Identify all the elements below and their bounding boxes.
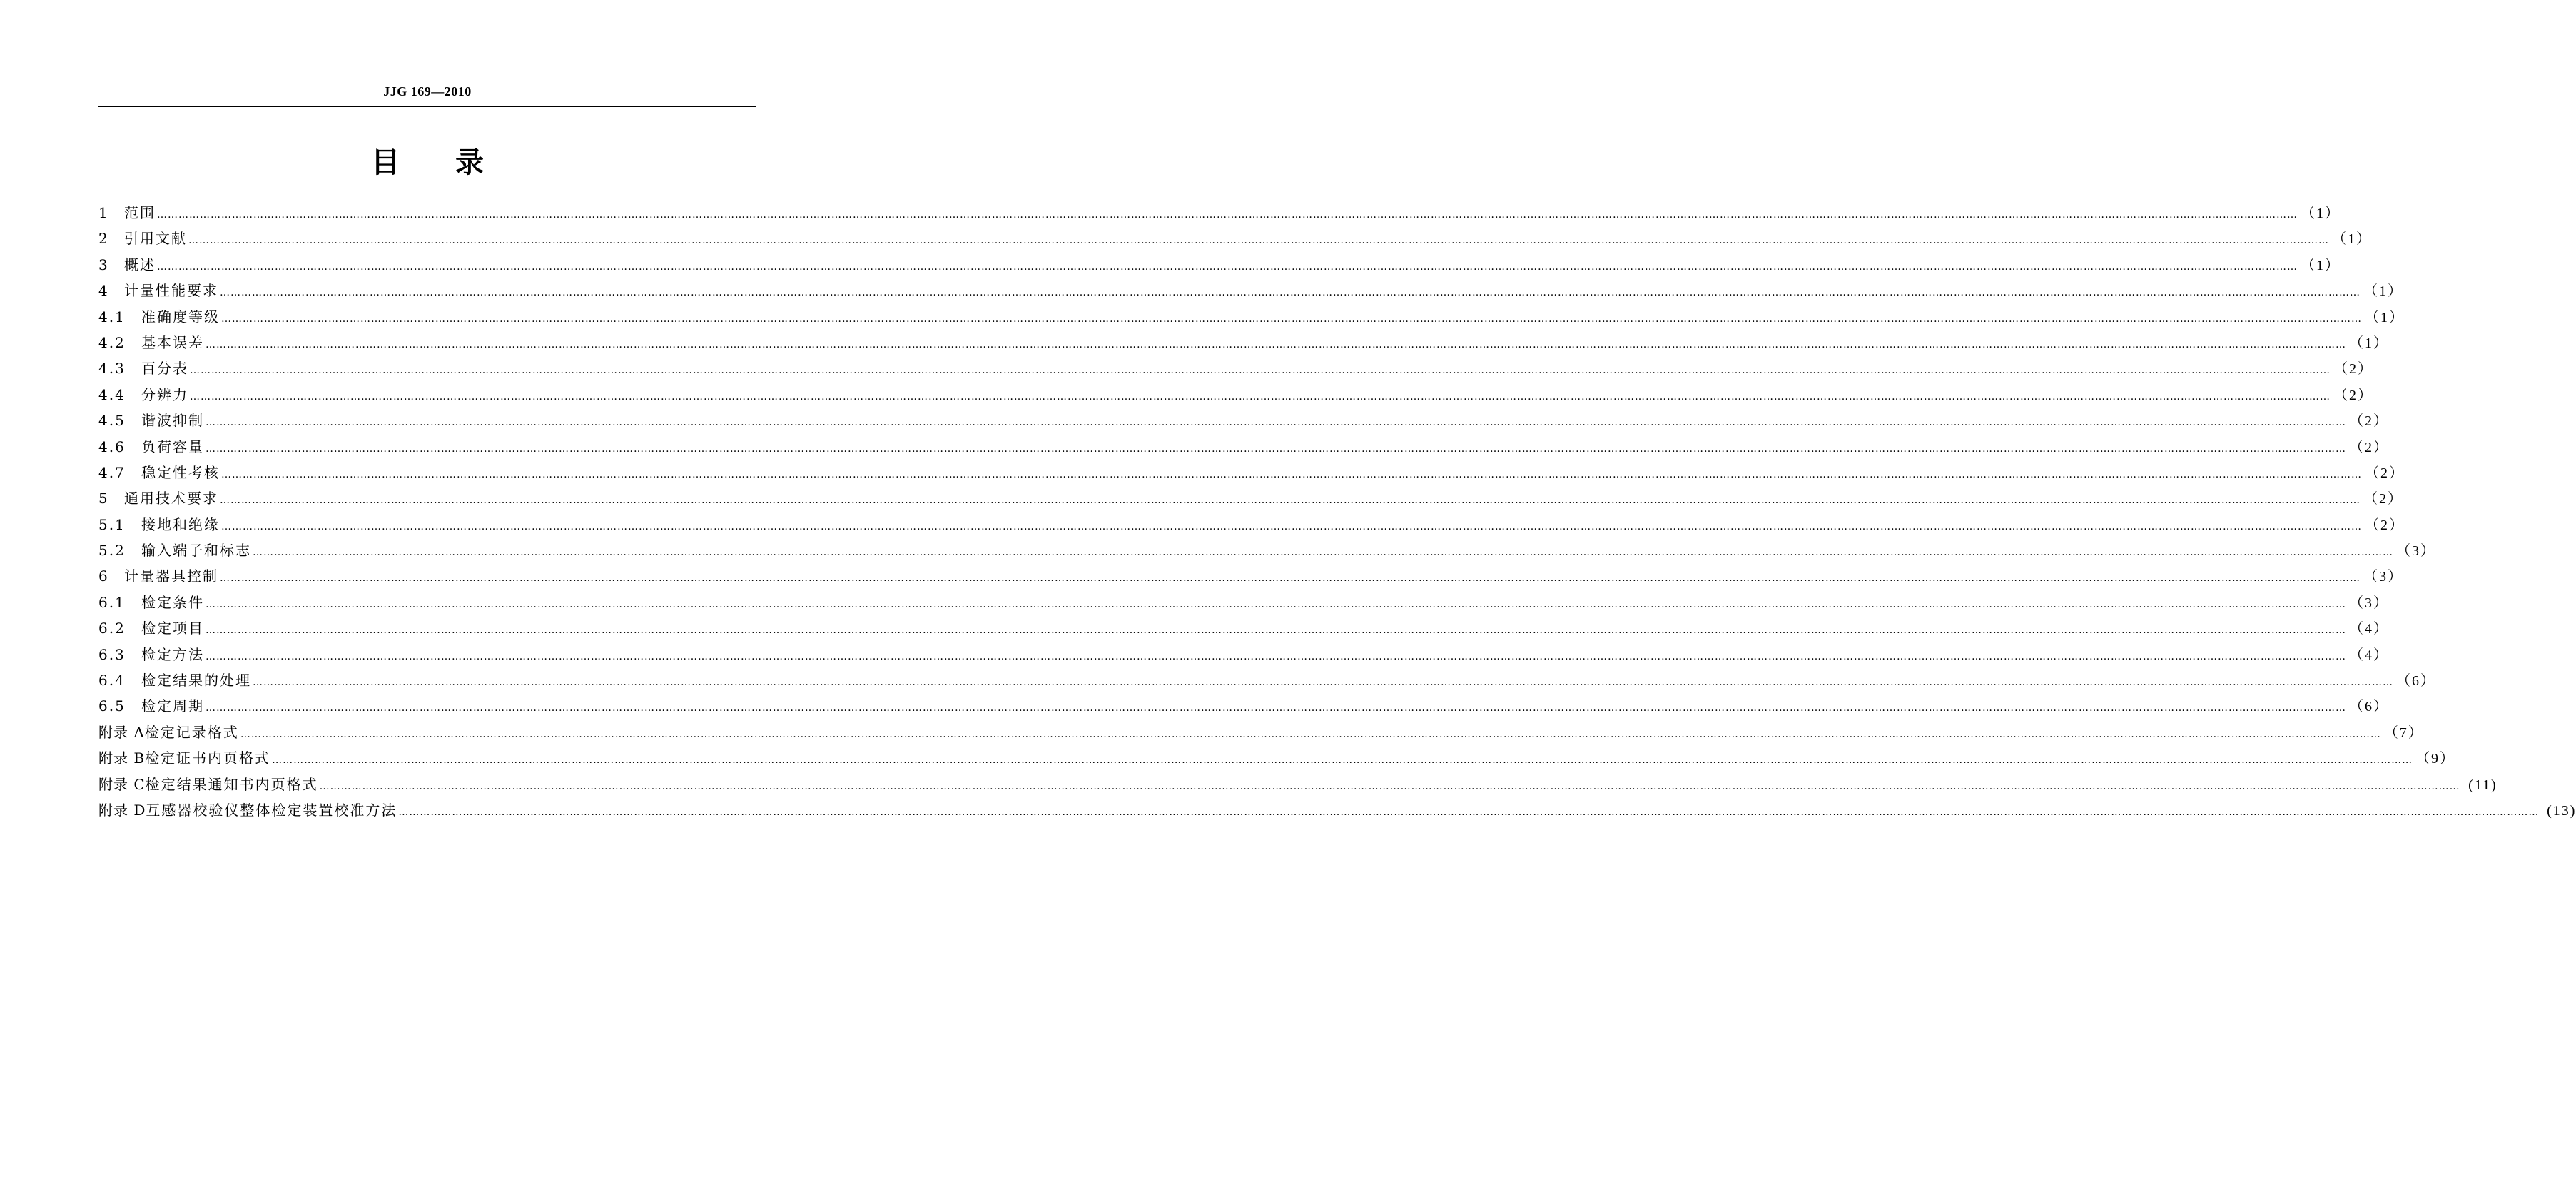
- toc-entry[interactable]: [98, 200, 2341, 226]
- toc-entry-title: 范围: [124, 204, 156, 221]
- toc-entry-page: (13): [2547, 802, 2576, 819]
- toc-entry[interactable]: [98, 797, 2576, 823]
- toc-entry-title: 检定记录格式: [144, 723, 239, 741]
- toc-entry-title: 检定证书内页格式: [145, 749, 271, 767]
- toc-entry-title: 引用文献: [124, 230, 187, 248]
- toc-entry-title: 检定方法: [141, 645, 204, 663]
- toc-entry[interactable]: [98, 642, 2389, 667]
- toc-entry[interactable]: [98, 226, 2372, 251]
- toc-dot-leader: ……………………………………………………………………………………………………………………………………………………………………………………………………………………………………………………………………………………………………………………………………………………………………………………………………………………………………………………………………………………………………………………………………………………: [221, 468, 2362, 480]
- toc-entry-number: 5.2: [98, 542, 126, 560]
- toc-entry[interactable]: [98, 745, 2456, 771]
- toc-entry-title: 计量器具控制: [124, 567, 218, 585]
- toc-entry[interactable]: [98, 355, 2373, 381]
- toc-entry-page: （6）: [2349, 699, 2389, 715]
- toc-entry-number: 1: [98, 204, 109, 221]
- toc-entry-number: 附录 B: [98, 749, 146, 767]
- toc-entry-page: （3）: [2349, 595, 2389, 611]
- toc-entry-page: （6）: [2396, 673, 2436, 690]
- toc-dot-leader: ……………………………………………………………………………………………………………………………………………………………………………………………………………………………………………………………………………………………………………………………………………………………………………………………………………………………………………………………………………………………………………………………………………………: [253, 547, 2393, 559]
- toc-dot-leader: ……………………………………………………………………………………………………………………………………………………………………………………………………………………………………………………………………………………………………………………………………………………………………………………………………………………………………………………………………………………………………………………………………………………: [272, 754, 2413, 767]
- toc-entry-page: （4）: [2349, 647, 2389, 663]
- toc-entry-title: 百分表: [141, 360, 188, 378]
- header-rule: [98, 106, 756, 107]
- toc-dot-leader: ……………………………………………………………………………………………………………………………………………………………………………………………………………………………………………………………………………………………………………………………………………………………………………………………………………………………………………………………………………………………………………………………………………………: [220, 572, 2361, 585]
- toc-entry-title: 稳定性考核: [141, 463, 220, 481]
- toc-entry[interactable]: [98, 304, 2405, 330]
- toc-dot-leader: ……………………………………………………………………………………………………………………………………………………………………………………………………………………………………………………………………………………………………………………………………………………………………………………………………………………………………………………………………………………………………………………………………………………: [206, 702, 2346, 714]
- toc-entry[interactable]: [98, 615, 2389, 641]
- toc-entry[interactable]: [98, 693, 2389, 719]
- toc-entry-number: 4.5: [98, 412, 126, 430]
- toc-dot-leader: ……………………………………………………………………………………………………………………………………………………………………………………………………………………………………………………………………………………………………………………………………………………………………………………………………………………………………………………………………………………………………………………………………………………: [206, 625, 2346, 637]
- toc-dot-leader: ……………………………………………………………………………………………………………………………………………………………………………………………………………………………………………………………………………………………………………………………………………………………………………………………………………………………………………………………………………………………………………………………………………………: [206, 598, 2346, 610]
- toc-entry-number: 4.6: [98, 438, 126, 455]
- toc-entry[interactable]: [98, 460, 2405, 485]
- toc-entry-title: 负荷容量: [141, 438, 204, 455]
- toc-entry-page: （1）: [2332, 231, 2372, 248]
- toc-entry-number: 5.1: [98, 515, 126, 533]
- toc-entry-number: 6.4: [98, 672, 126, 690]
- toc-entry-number: 3: [98, 256, 109, 273]
- toc-dot-leader: ……………………………………………………………………………………………………………………………………………………………………………………………………………………………………………………………………………………………………………………………………………………………………………………………………………………………………………………………………………………………………………………………………………………: [221, 313, 2362, 325]
- toc-entry-number: 附录 C: [98, 775, 146, 793]
- toc-dot-leader: ……………………………………………………………………………………………………………………………………………………………………………………………………………………………………………………………………………………………………………………………………………………………………………………………………………………………………………………………………………………………………………………………………………………: [157, 261, 2298, 273]
- toc-entry[interactable]: [98, 512, 2405, 537]
- toc-dot-leader: ……………………………………………………………………………………………………………………………………………………………………………………………………………………………………………………………………………………………………………………………………………………………………………………………………………………………………………………………………………………………………………………………………………………: [220, 495, 2361, 507]
- toc-entry-page: （7）: [2383, 724, 2424, 741]
- toc-entry-title: 分辨力: [141, 385, 188, 403]
- toc-dot-leader: ……………………………………………………………………………………………………………………………………………………………………………………………………………………………………………………………………………………………………………………………………………………………………………………………………………………………………………………………………………………………………………………………………………………: [398, 806, 2540, 818]
- toc-entry-title: 准确度等级: [141, 308, 220, 325]
- toc-entry-title: 基本误差: [141, 333, 204, 351]
- toc-entry[interactable]: [98, 719, 2424, 745]
- toc-dot-leader: ……………………………………………………………………………………………………………………………………………………………………………………………………………………………………………………………………………………………………………………………………………………………………………………………………………………………………………………………………………………………………………………………………………………: [206, 443, 2346, 455]
- toc-entry[interactable]: [98, 667, 2436, 693]
- toc-entry-page: （1）: [2365, 309, 2405, 325]
- toc-entry-title: 互感器校验仪整体检定装置校准方法: [146, 801, 397, 819]
- toc-entry-page: （1）: [2301, 206, 2341, 221]
- toc-entry[interactable]: [98, 772, 2498, 797]
- toc-entry-number: 6: [98, 567, 109, 585]
- toc-dot-leader: ……………………………………………………………………………………………………………………………………………………………………………………………………………………………………………………………………………………………………………………………………………………………………………………………………………………………………………………………………………………………………………………………………………………: [157, 209, 2298, 221]
- toc-entry-page: （2）: [2349, 413, 2389, 430]
- toc-entry-number: 4.1: [98, 308, 126, 325]
- toc-entry-title: 检定周期: [141, 697, 204, 715]
- toc-entry[interactable]: [98, 563, 2403, 589]
- toc-entry-page: （9）: [2415, 751, 2456, 767]
- toc-entry-page: （3）: [2363, 569, 2403, 585]
- toc-dot-leader: ……………………………………………………………………………………………………………………………………………………………………………………………………………………………………………………………………………………………………………………………………………………………………………………………………………………………………………………………………………………………………………………………………………………: [190, 365, 2331, 377]
- toc-dot-leader: ……………………………………………………………………………………………………………………………………………………………………………………………………………………………………………………………………………………………………………………………………………………………………………………………………………………………………………………………………………………………………………………………………………………: [206, 417, 2346, 429]
- toc-entry-page: （1）: [2301, 257, 2341, 273]
- toc-entry[interactable]: [98, 485, 2403, 511]
- toc-entry-page: （1）: [2363, 283, 2403, 300]
- toc-entry-number: 附录 D: [98, 801, 146, 819]
- toc-entry-number: 4.3: [98, 360, 126, 378]
- toc-entry[interactable]: [98, 382, 2373, 408]
- toc-entry-number: 6.5: [98, 697, 126, 715]
- toc-entry[interactable]: [98, 434, 2389, 460]
- toc-entry-number: 4.7: [98, 463, 126, 481]
- toc-entry-number: 4.2: [98, 333, 126, 351]
- toc-entry[interactable]: [98, 278, 2403, 303]
- toc-entry-title: 检定结果的处理: [141, 672, 251, 690]
- toc-entry-number: 6.2: [98, 620, 126, 637]
- toc-entry[interactable]: [98, 252, 2341, 278]
- toc-entry-page: (11): [2468, 777, 2498, 793]
- toc-entry[interactable]: [98, 590, 2389, 615]
- toc-entry-page: （2）: [2365, 517, 2405, 533]
- toc-entry-page: （2）: [2363, 491, 2403, 507]
- toc-entry-title: 计量性能要求: [124, 282, 218, 300]
- toc-entry-number: 附录 A: [98, 723, 145, 741]
- page-title: 目录: [371, 146, 539, 179]
- toc-dot-leader: ……………………………………………………………………………………………………………………………………………………………………………………………………………………………………………………………………………………………………………………………………………………………………………………………………………………………………………………………………………………………………………………………………………………: [190, 390, 2331, 403]
- toc-entry[interactable]: [98, 537, 2436, 563]
- toc-entry-page: （2）: [2333, 387, 2373, 403]
- toc-dot-leader: ……………………………………………………………………………………………………………………………………………………………………………………………………………………………………………………………………………………………………………………………………………………………………………………………………………………………………………………………………………………………………………………………………………………: [188, 235, 2329, 247]
- toc-entry-title: 概述: [124, 256, 156, 273]
- toc-entry-number: 2: [98, 230, 109, 248]
- toc-entry-page: （4）: [2349, 621, 2389, 637]
- toc-dot-leader: ……………………………………………………………………………………………………………………………………………………………………………………………………………………………………………………………………………………………………………………………………………………………………………………………………………………………………………………………………………………………………………………………………………………: [253, 677, 2393, 689]
- toc-entry-number: 4: [98, 282, 109, 300]
- document-code-header: JJG 169—2010: [383, 84, 472, 99]
- toc-entry-number: 6.1: [98, 593, 126, 611]
- toc-entry-page: （2）: [2333, 361, 2373, 378]
- toc-entry-page: （3）: [2396, 543, 2436, 560]
- toc-entry-number: 4.4: [98, 385, 126, 403]
- toc-dot-leader: ……………………………………………………………………………………………………………………………………………………………………………………………………………………………………………………………………………………………………………………………………………………………………………………………………………………………………………………………………………………………………………………………………………………: [220, 287, 2361, 299]
- toc-entry-title: 接地和绝缘: [141, 515, 220, 533]
- toc-entry-title: 输入端子和标志: [141, 542, 251, 560]
- toc-entry-page: （2）: [2365, 465, 2405, 481]
- toc-entry-page: （1）: [2349, 335, 2389, 351]
- toc-dot-leader: ……………………………………………………………………………………………………………………………………………………………………………………………………………………………………………………………………………………………………………………………………………………………………………………………………………………………………………………………………………………………………………………………………………………: [206, 650, 2346, 662]
- toc-dot-leader: ……………………………………………………………………………………………………………………………………………………………………………………………………………………………………………………………………………………………………………………………………………………………………………………………………………………………………………………………………………………………………………………………………………………: [240, 728, 2381, 740]
- toc-dot-leader: ……………………………………………………………………………………………………………………………………………………………………………………………………………………………………………………………………………………………………………………………………………………………………………………………………………………………………………………………………………………………………………………………………………………: [319, 780, 2460, 792]
- toc-dot-leader: ……………………………………………………………………………………………………………………………………………………………………………………………………………………………………………………………………………………………………………………………………………………………………………………………………………………………………………………………………………………………………………………………………………………: [206, 338, 2346, 350]
- toc-entry[interactable]: [98, 330, 2389, 355]
- toc-entry-number: 5: [98, 490, 109, 507]
- toc-dot-leader: ……………………………………………………………………………………………………………………………………………………………………………………………………………………………………………………………………………………………………………………………………………………………………………………………………………………………………………………………………………………………………………………………………………………: [221, 520, 2362, 532]
- toc-entry-page: （2）: [2349, 439, 2389, 455]
- toc-entry-title: 检定项目: [141, 620, 204, 637]
- toc-entry-title: 检定结果通知书内页格式: [145, 775, 318, 793]
- toc-entry-title: 检定条件: [141, 593, 204, 611]
- table-of-contents: [98, 200, 2576, 823]
- toc-entry-title: 通用技术要求: [124, 490, 218, 507]
- toc-entry-number: 6.3: [98, 645, 126, 663]
- toc-entry-title: 谐波抑制: [141, 412, 204, 430]
- toc-entry[interactable]: [98, 408, 2389, 433]
